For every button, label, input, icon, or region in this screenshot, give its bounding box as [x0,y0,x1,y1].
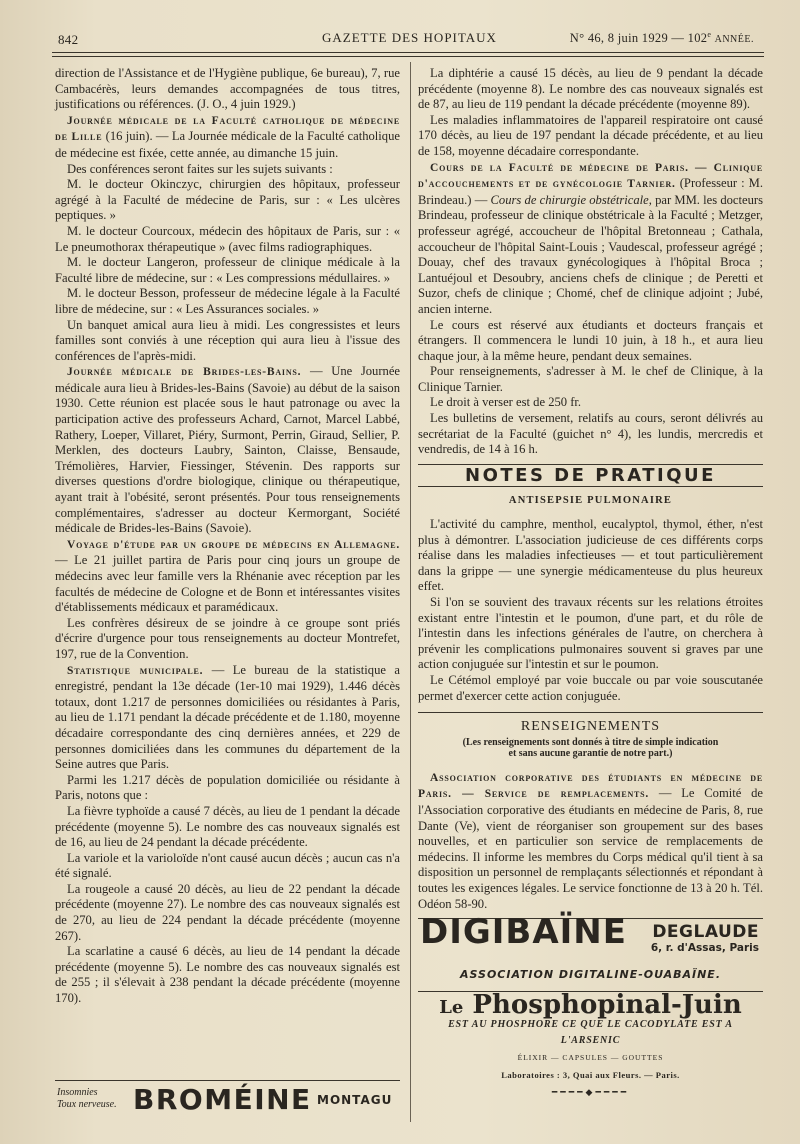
digibaine-brand: DIGIBAÏNE [420,912,627,953]
advertisement-digibaine [418,912,763,965]
paragraph: Parmi les 1.217 décès de population domiciliée ou résidante à Paris, notons que : [55,772,400,803]
article-heading: Cours de la Faculté de médecine de Paris. — Clinique d'accouchements et de gynécologie Tarnier. [418,161,763,191]
journal-title: GAZETTE DES HOPITAUX [322,30,497,45]
column-divider [410,62,411,1122]
paragraph: La fièvre typhoïde a causé 7 décès, au lieu de 1 pendant la décade précédente (moyenne 5). Le nombre des cas nouveaux signalés est de 16, au lieu de 24 pendant la décade précédente. [55,803,400,850]
article-cours [418,160,763,318]
article-heading: Statistique municipale. [67,664,204,677]
article-text: — Une Journée médicale aura lieu à Brides-les-Bains (Savoie) au début de la saison 1930. Cette réunion est placée sous le haut patronage ou avec la participation active des professeurs Achard, Carnot, Marcel Labbé, Rathery, Loeper, Villaret, Piéry, Surmont, Perrin, Giraud, Sellier, P. Merklen, des docteurs Laubry, Sainton, Claisse, Bensaude, Trémolières, Harvier, Fiessinger, Stévenin. Des rapports sur diverses questions d'ordre biologique, clinique ou thérapeutique, ayant trait à l'obésité, seront présentés. Pour tous renseignements complémentaires, s'adresser au docteur Kermorgant, Société médicale de Brides-les-Bains (Savoie). [55,364,401,536]
paragraph: Un banquet amical aura lieu à midi. Les congressistes et leurs familles sont conviés à une réception qui aura lieu à l'issue des conférences de l'après-midi. [55,317,400,363]
course-title: Cours de chirurgie obstétricale [490,192,649,207]
paragraph: Le cours est réservé aux étudiants et docteurs français et étrangers. Il commencera le lundi 10 juin, à 18 h., et aura lieu chaque jour, à la même heure, pendant deux semaines. [418,317,763,363]
phosphopinal-brand [418,989,763,1020]
article-text: — Le bureau de la statistique a enregistré, pendant la 13e décade (1er-10 mai 1929), 1.446 décès totaux, dont 1.217 de personnes domiciliées ou résidantes à Paris, au lieu de 1.171 pendant la décade précédente et de 1.180, moyenne décadaire correspondante des cinq dernières années, et 229 de personnes domiciliées dans les communes du département de la Seine autres que Paris. [55,662,400,772]
section-title-notes: NOTES DE PRATIQUE [418,464,763,488]
issue-superscript: e [707,30,712,39]
bromeine-indication: Toux nerveuse. [57,1099,117,1110]
issue-number-date: N° 46, 8 juin 1929 — 102 [569,31,708,46]
notes-subheading: ANTISEPSIE PULMONAIRE [508,495,673,507]
paragraph: M. le docteur Okinczyc, chirurgien des hôpitaux, professeur agrégé à la Faculté de médecine de Paris, sur : « Les ulcères peptiques. » [55,177,400,223]
section-title-renseignements: RENSEIGNEMENTS [418,712,763,735]
phosphopinal-lab: Laboratoires : 3, Quai aux Fleurs. — Paris. [501,1070,680,1081]
bromeine-indication: Insomnies [57,1087,98,1098]
digibaine-address [650,922,759,956]
issue-info [570,30,754,46]
page-number: 842 [58,32,79,47]
header-rule-thin [52,56,764,57]
bromeine-brand: BROMÉINE [133,1083,312,1116]
phosphopinal-forms: ÉLIXIR — CAPSULES — GOUTTES [517,1053,664,1063]
paragraph: Si l'on se souvient des travaux récents sur les relations étroites existant entre l'intestin et le poumon, d'une part, et du rôle de l'intestin dans les infections générales de l'autre, on cherchera à prévenir les complications pulmonaires souvent si graves par une action conjuguée sur l'intestin et sur le poumon. [418,595,763,672]
paragraph: La variole et la varioloïde n'ont causé aucun décès ; aucun cas n'a été signalé. [55,850,400,881]
paragraph: Le droit à verser est de 250 fr. [430,395,582,410]
paragraph: L'activité du camphre, menthol, eucalyptol, thymol, éther, n'est plus à démontrer. L'association judicieuse de ces différents corps réalise dans les maladies infectieuses — et tout particulièrement dans la grippe — une synergie médicamenteuse du plus heureux effet. [418,517,763,594]
bromeine-indications [57,1087,117,1111]
article-text: (16 juin). — La Journée médicale de la Faculté catholique de médecine est fixée, cette année, au dimanche 15 juin. [55,129,400,160]
article-brides [55,364,400,537]
advertisement-phosphopinal [418,991,763,1101]
page-header [52,28,764,50]
paragraph: Pour renseignements, s'adresser à M. le chef de Clinique, à la Clinique Tarnier. [418,364,763,394]
article-text: , par MM. les docteurs Brindeau, professeur de clinique obstétricale à la Faculté ; Metzger, professeur agrégé, accoucheur de l'hôpital Bretonneau ; Cathala, accoucheur de l'hôpital Saint-Louis ; Vaudescal, professeur agrégé ; Douay, chef des travaux gynécologiques à l'hôpital Broca ; Lantuéjoul et Desoubry, anciens chefs de clinique ; de Peretti et Suzor, chefs de clinique ; Chomé, chef de clinique adjoint ; Jubé, ancien interne. [418,192,763,316]
digibaine-street: 6, r. d'Assas, Paris [650,941,759,954]
article-statistique [55,663,400,773]
article-text: — Le 21 juillet partira de Paris pour cinq jours un groupe de médecins avec leur famille vers la Rhénanie avec réception par les facultés de médecine de Cologne et de Bonn et intéressantes visites d'établissements médicaux et paramédicaux. [55,553,400,615]
digibaine-maker: DEGLAUDE [652,922,759,943]
paragraph: Le Cétémol employé par voie buccale ou par voie souscutanée permet d'exercer cette action conjuguée. [418,672,763,703]
disclaimer-line: et sans aucune garantie de notre part.) [508,748,673,760]
paragraph: Des conférences seront faites sur les sujets suivants : [67,161,333,176]
paragraph: Les maladies inflammatoires de l'appareil respiratoire ont causé 170 décès, au lieu de 197 pendant la décade précédente, et au lieu de 158, moyenne décadaire correspondante. [418,112,763,158]
phosphopinal-name: Phosphopinal-Juin [472,989,742,1020]
right-column [418,66,763,1100]
paragraph: M. le docteur Besson, professeur de médecine légale à la Faculté libre de médecine, sur : « Les Assurances sociales. » [55,286,400,316]
paragraph: M. le docteur Courcoux, médecin des hôpitaux de Paris, sur : « Le pneumothorax thérapeutique » (avec films radiographiques. [55,223,400,254]
left-column [55,66,400,1007]
article-heading: Association corporative des étudiants en médecine de Paris. — Service de remplacements. [418,771,763,801]
paragraph: La diphtérie a causé 15 décès, au lieu de 9 pendant la décade précédente (moyenne 8). Le nombre des cas nouveaux signalés est de 87, au lieu de 119 pendant la décade précédente (moyenne 89). [418,66,763,112]
article-voyage [55,537,400,616]
article-text: (Professeur : M. Brindeau.) — [418,176,763,207]
issue-year-label: ANNÉE. [714,34,754,46]
article-association [418,770,763,912]
article-heading: Voyage d'étude par un groupe de médecins en Allemagne. [67,538,400,551]
renseignements-disclaimer [418,737,763,760]
article-text: — Le Comité de l'Association corporative des étudiants en médecine de Paris, 8, rue Dante (Ve), vient de réorganiser son groupement sur des bases nouvelles, et en particulier son service de remplacements de médecins. Il informe les membres du Corps médical qu'il tient à sa disposition un personnel de remplaçants sélectionnés et répondant à toutes les exigences légales. Le service fonctionne de 13 à 20 h. Tél. Odéon 58-90. [418,786,763,911]
article-heading: Journée médicale de la Faculté catholique de médecine de Lille [55,114,400,144]
paragraph: Les bulletins de versement, relatifs au cours, seront délivrés au secrétariat de la Faculté (guichet n° 4), les lundis, mercredis et vendredis, de 14 à 16 h. [418,411,763,457]
advertisement-bromeine [55,1080,400,1121]
paragraph: La scarlatine a causé 6 décès, au lieu de 14 pendant la décade précédente (moyenne 5). Le nombre des cas nouveaux signalés est de 255 ; il s'élevait à 238 pendant la décade précédente (moyenne 170). [55,944,400,1006]
bromeine-maker: MONTAGU [317,1093,393,1107]
phosphopinal-slogan: EST AU PHOSPHORE CE QUE LE CACODYLATE EST A L'ARSENIC [448,1019,733,1046]
ornament-divider: ━━━━◆━━━━ [551,1086,630,1097]
paragraph: direction de l'Assistance et de l'Hygiène publique, 6e bureau), 7, rue Cambacérès, leurs demandes accompagnées de tous titres, justifications ou références. (J. O., 4 juin 1929.) [55,66,400,112]
phosphopinal-article: Le [439,996,464,1018]
paragraph: La rougeole a causé 20 décès, au lieu de 22 pendant la décade précédente (moyenne 27). Le nombre des cas nouveaux signalés est de 270, au lieu de 224 pendant la décade précédente (moyenne 267). [55,881,400,943]
digibaine-subtitle: ASSOCIATION DIGITALINE-OUABAÏNE. [459,968,721,982]
paragraph: Les confrères désireux de se joindre à ce groupe sont priés d'écrire d'urgence pour tous renseignements au docteur Montrefet, 197, rue de la Convention. [55,615,400,661]
header-rule [52,52,764,53]
article-lille [55,113,400,162]
article-heading: Journée médicale de Brides-les-Bains. [67,366,302,379]
disclaimer-line: (Les renseignements sont donnés à titre de simple indication [462,736,719,748]
paragraph: M. le docteur Langeron, professeur de clinique médicale à la Faculté libre de médecine, sur : « Les compressions médullaires. » [55,255,400,285]
